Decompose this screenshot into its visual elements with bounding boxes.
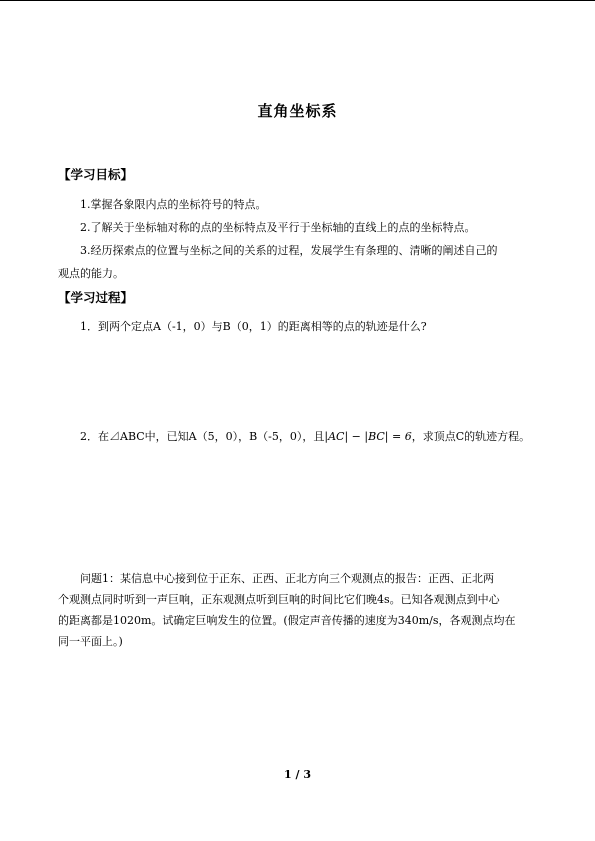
question-2-formula: |AC| − |BC| = 6 — [324, 430, 412, 443]
question-2-suffix: ，求顶点C的轨迹方程。 — [411, 430, 531, 443]
page-number: 1 / 3 — [284, 768, 311, 781]
objective-line: 3.经历探索点的位置与坐标之间的关系的过程，发展学生有条理的、清晰的阐述自己的 — [80, 244, 498, 257]
question-2 — [80, 428, 530, 444]
section-heading-objectives: 【学习目标】 — [58, 167, 134, 182]
problem-line: 同一平面上。) — [58, 635, 123, 648]
problem-line: 问题1：某信息中心接到位于正东、正西、正北方向三个观测点的报告：正西、正北两 — [80, 572, 494, 585]
question-1: 1．到两个定点A（-1，0）与B（0，1）的距离相等的点的轨迹是什么? — [80, 320, 427, 333]
page-title: 直角坐标系 — [257, 102, 338, 120]
problem-line: 个观测点同时听到一声巨响，正东观测点听到巨响的时间比它们晚4s。已知各观测点到中心 — [58, 593, 500, 606]
objective-line: 观点的能力。 — [58, 267, 124, 280]
question-2-prefix: 2．在⊿ABC中，已知A（5，0），B（-5，0），且 — [80, 430, 325, 443]
header-rule — [0, 0, 595, 1]
objective-line: 2.了解关于坐标轴对称的点的坐标特点及平行于坐标轴的直线上的点的坐标特点。 — [80, 221, 476, 234]
problem-line: 的距离都是1020m。试确定巨响发生的位置。(假定声音传播的速度为340m/s，各观测点均在 — [58, 614, 516, 627]
section-heading-process: 【学习过程】 — [58, 290, 134, 305]
objective-line: 1.掌握各象限内点的坐标符号的特点。 — [80, 198, 267, 211]
